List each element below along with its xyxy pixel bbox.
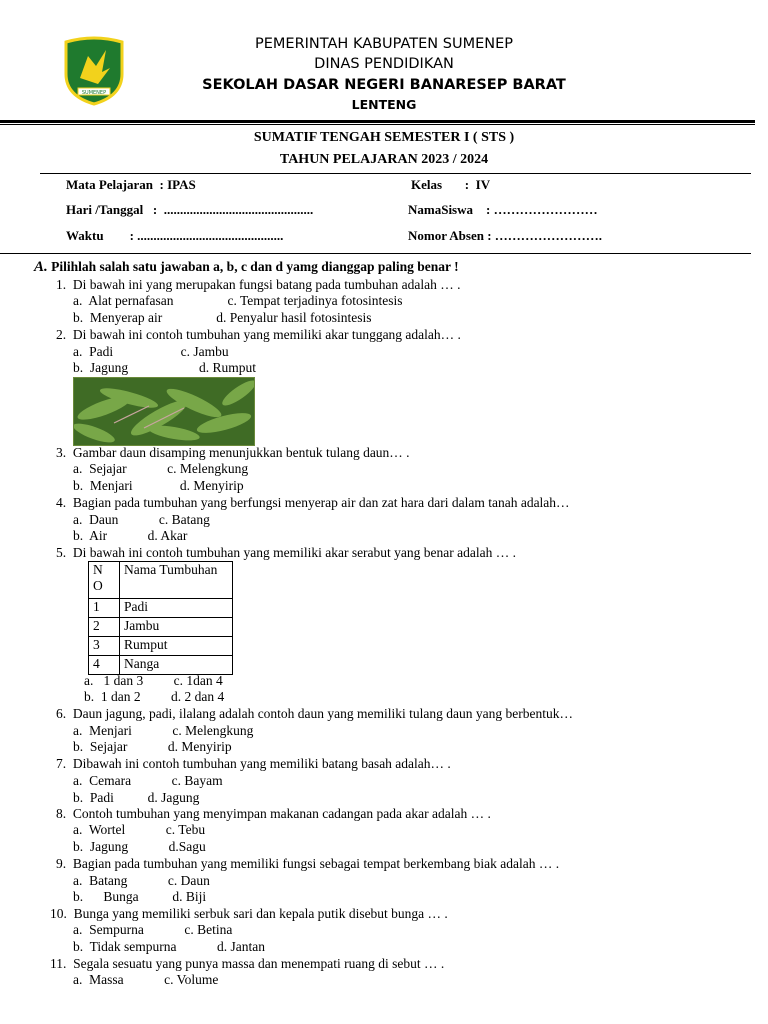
table-cell-no: 4 <box>89 656 120 675</box>
info-bottom-divider <box>0 253 751 254</box>
option-10bd: b. Tidak sempurna d. Jantan <box>73 939 265 954</box>
header-district: LENTENG <box>351 97 417 112</box>
question-11: 11. Segala sesuatu yang punya massa dan menempati ruang di sebut … . <box>50 956 445 971</box>
table-header-no-1: N <box>93 562 103 577</box>
table-header-no-2: O <box>93 578 103 593</box>
table-cell-no: 2 <box>89 618 120 637</box>
option-4bd: b. Air d. Akar <box>73 528 188 543</box>
header-school: SEKOLAH DASAR NEGERI BANARESEP BARAT <box>202 77 566 93</box>
info-top-divider <box>40 173 751 174</box>
exam-title: SUMATIF TENGAH SEMESTER I ( STS ) <box>253 130 515 145</box>
option-7bd: b. Padi d. Jagung <box>73 790 200 805</box>
question-9: 9. Bagian pada tumbuhan yang memiliki fungsi sebagai tempat berkembang biak adalah … . <box>56 856 560 871</box>
question-3: 3. Gambar daun disamping menunjukkan bentuk tulang daun… . <box>56 445 410 460</box>
table-cell-name: Jambu <box>120 618 233 637</box>
section-instruction <box>34 259 459 276</box>
question-6: 6. Daun jagung, padi, ilalang adalah contoh daun yang memiliki tulang daun yang berbentuk… <box>56 706 573 721</box>
table-cell-name: Nanga <box>120 656 233 675</box>
table-row <box>89 599 233 618</box>
logo-banner-text: SUMENEP <box>81 90 107 96</box>
question-5: 5. Di bawah ini contoh tumbuhan yang memiliki akar serabut yang benar adalah … . <box>56 545 516 560</box>
table-header-name: Nama Tumbuhan <box>120 562 233 599</box>
option-10ac: a. Sempurna c. Betina <box>73 922 233 937</box>
table-cell-name: Rumput <box>120 637 233 656</box>
table-row <box>89 656 233 675</box>
student-name-field: NamaSiswa : …………………… <box>408 202 598 217</box>
table-cell-no: 3 <box>89 637 120 656</box>
option-4ac: a. Daun c. Batang <box>73 512 210 527</box>
option-11ac: a. Massa c. Volume <box>73 972 219 987</box>
table-header-row <box>89 562 233 599</box>
option-1ac: a. Alat pernafasan c. Tempat terjadinya fotosintesis <box>73 293 403 308</box>
option-5ac: a. 1 dan 3 c. 1dan 4 <box>84 673 223 688</box>
question-4: 4. Bagian pada tumbuhan yang berfungsi menyerap air dan zat hara dari dalam tanah adalah… <box>56 495 570 510</box>
question-10: 10. Bunga yang memiliki serbuk sari dan kepala putik disebut bunga … . <box>50 906 448 921</box>
option-9bd: b. Bunga d. Biji <box>73 889 207 904</box>
table-header-no <box>89 562 120 599</box>
section-instruction-text: Pilihlah salah satu jawaban a, b, c dan d yamg dianggap paling benar ! <box>47 259 459 274</box>
section-letter: A. <box>34 259 48 275</box>
option-8ac: a. Wortel c. Tebu <box>73 822 206 837</box>
option-3bd: b. Menjari d. Menyirip <box>73 478 244 493</box>
option-6bd: b. Sejajar d. Menyirip <box>73 739 232 754</box>
table-row <box>89 637 233 656</box>
option-9ac: a. Batang c. Daun <box>73 873 210 888</box>
exam-year: TAHUN PELAJARAN 2023 / 2024 <box>279 152 489 167</box>
header-agency: DINAS PENDIDIKAN <box>314 56 454 72</box>
plants-table <box>88 561 233 675</box>
question-7: 7. Dibawah ini contoh tumbuhan yang memiliki batang basah adalah… . <box>56 756 451 771</box>
class-field: Kelas : IV <box>411 177 491 192</box>
table-row <box>89 618 233 637</box>
option-8bd: b. Jagung d.Sagu <box>73 839 206 854</box>
option-3ac: a. Sejajar c. Melengkung <box>73 461 249 476</box>
question-8: 8. Contoh tumbuhan yang menyimpan makanan cadangan pada akar adalah … . <box>56 806 491 821</box>
cassava-leaf-image <box>73 377 255 446</box>
attendance-number-field: Nomor Absen : ……………………. <box>408 228 603 243</box>
option-2bd: b. Jagung d. Rumput <box>73 360 257 375</box>
header-divider <box>0 120 755 123</box>
question-1: 1. Di bawah ini yang merupakan fungsi batang pada tumbuhan adalah … . <box>56 277 461 292</box>
time-field: Waktu : ............................................. <box>66 228 284 243</box>
date-field: Hari /Tanggal : .............................................. <box>66 202 314 217</box>
table-cell-name: Padi <box>120 599 233 618</box>
header-divider-thin <box>0 124 755 125</box>
option-5bd: b. 1 dan 2 d. 2 dan 4 <box>84 689 225 704</box>
option-1bd: b. Menyerap air d. Penyalur hasil fotosintesis <box>73 310 372 325</box>
subject-field: Mata Pelajaran : IPAS <box>66 177 196 192</box>
table-cell-no: 1 <box>89 599 120 618</box>
option-7ac: a. Cemara c. Bayam <box>73 773 223 788</box>
option-6ac: a. Menjari c. Melengkung <box>73 723 254 738</box>
school-logo <box>62 36 126 106</box>
header-government: PEMERINTAH KABUPATEN SUMENEP <box>255 36 513 52</box>
question-2: 2. Di bawah ini contoh tumbuhan yang memiliki akar tunggang adalah… . <box>56 327 461 342</box>
option-2ac: a. Padi c. Jambu <box>73 344 229 359</box>
